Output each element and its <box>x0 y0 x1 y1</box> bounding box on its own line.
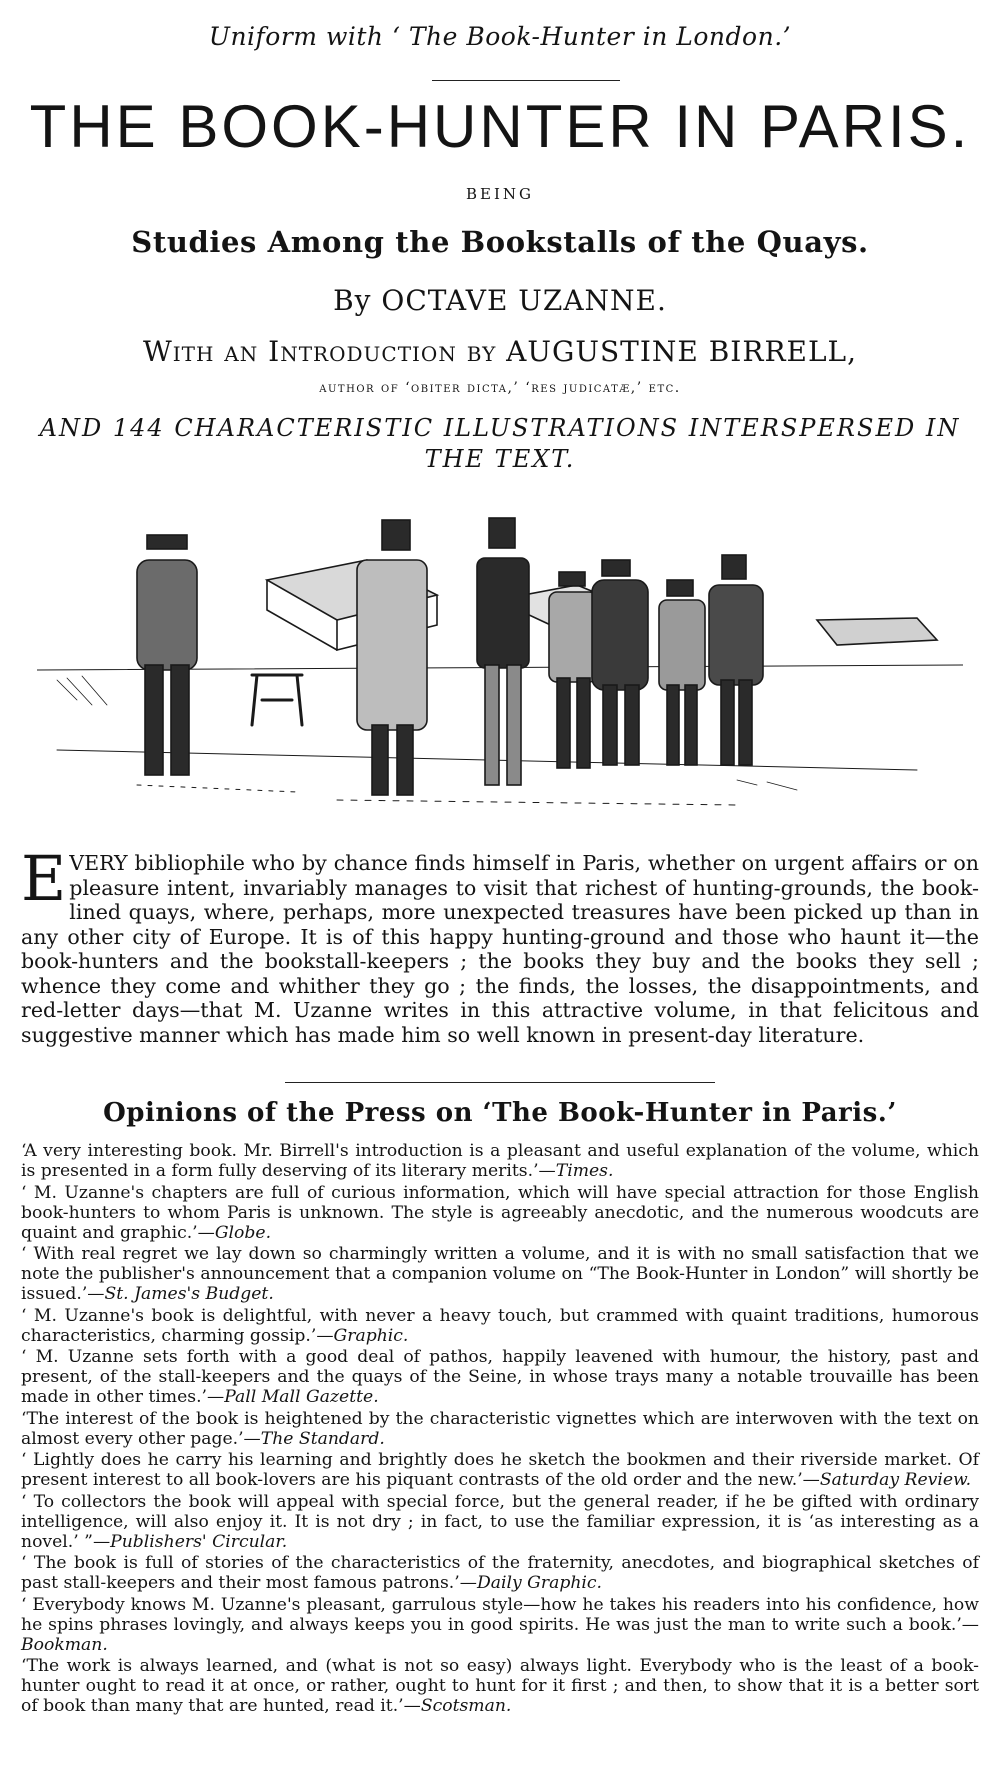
press-quote <box>21 1553 979 1593</box>
quote-text: ‘ M. Uzanne's chapters are full of curious information, which will have special attraction for those English book-hunters to whom Paris is unknown. The style is agreeably anecdotic, and the numerous woodcuts are quaint and graphic.’— <box>21 1182 979 1243</box>
quote-source: St. James's Budget. <box>104 1284 274 1304</box>
press-heading: Opinions of the Press on ‘The Book-Hunter in Paris.’ <box>103 1098 897 1128</box>
quote-source: Daily Graphic. <box>476 1573 602 1593</box>
quote-source: Pall Mall Gazette. <box>224 1387 379 1407</box>
press-quote <box>21 1656 979 1716</box>
press-quote <box>21 1347 979 1407</box>
quote-source: Times. <box>555 1161 614 1181</box>
uniform-with-line: Uniform with ‘ The Book-Hunter in London.’ <box>208 22 792 51</box>
quote-text: ‘The interest of the book is heightened by the characteristic vignettes which are interwoven with the text on almost every other page.’— <box>21 1408 979 1449</box>
quote-text: ‘ With real regret we lay down so charmingly written a volume, and it is with no small satisfaction that we note the publisher's announcement that a companion volume on “The Book-Hunter in London” will shortly be issued.’— <box>21 1244 979 1304</box>
quote-source: The Standard. <box>260 1428 385 1449</box>
page-title: THE BOOK-HUNTER IN PARIS. <box>29 93 971 160</box>
press-quote <box>21 1409 979 1449</box>
press-quote <box>21 1450 979 1490</box>
quote-source: Globe. <box>214 1222 272 1243</box>
press-quote <box>21 1306 979 1346</box>
press-quote <box>21 1244 979 1304</box>
quote-source: Saturday Review. <box>819 1470 972 1490</box>
quote-text: ‘ M. Uzanne sets forth with a good deal of pathos, happily leavened with humour, the history, past and present, of the stall-keepers and the quays of the Seine, in whose trays many a notable trouvaille has been made in other times.’— <box>21 1347 979 1407</box>
middle-divider <box>285 1082 715 1083</box>
drop-cap: E <box>21 842 67 915</box>
description-paragraph <box>21 842 979 1047</box>
bookstall-illustration <box>37 500 963 818</box>
quote-source: Graphic. <box>333 1325 409 1346</box>
top-divider <box>432 80 620 81</box>
press-quote <box>21 1183 979 1243</box>
quote-source: Publishers' Circular. <box>110 1531 288 1552</box>
author-line: By OCTAVE UZANNE. <box>333 284 667 317</box>
quote-text: ‘ The book is full of stories of the characteristics of the fraternity, anecdotes, and biographical sketches of past stall-keepers and their most famous patrons.’— <box>21 1553 979 1593</box>
introduction-credits: author of ‘obiter dicta,’ ‘res judicatæ,’ etc. <box>319 380 681 396</box>
subtitle: Studies Among the Bookstalls of the Quays. <box>131 225 869 259</box>
introduction-line: With an Introduction by AUGUSTINE BIRRELL, <box>142 335 858 368</box>
quote-source: Scotsman. <box>420 1696 512 1716</box>
illustrations-line: AND 144 CHARACTERISTIC ILLUSTRATIONS INTERSPERSED IN THE TEXT. <box>39 414 961 473</box>
quote-text: ‘ Everybody knows M. Uzanne's pleasant, garrulous style—how he takes his readers into his confidence, how he spins phrases lovingly, and always keeps you in good spirits. He was just the man to write such a book.’— <box>21 1594 979 1635</box>
quote-source: Bookman. <box>21 1634 108 1655</box>
being-label: BEING <box>465 185 534 203</box>
quote-text: ‘ To collectors the book will appeal with special force, but the general reader, if he be gifted with ordinary intelligence, will also enjoy it. It is not dry ; in fact, to use the familiar expression, it is ‘as interesting as a novel.’ ”— <box>21 1491 979 1552</box>
bookstall-engraving-icon <box>37 500 963 818</box>
press-quotes <box>21 1141 979 1718</box>
quote-text: ‘ M. Uzanne's book is delightful, with never a heavy touch, but crammed with quaint traditions, humorous characteristics, charming gossip.’— <box>21 1305 979 1346</box>
quote-text: ‘A very interesting book. Mr. Birrell's introduction is a pleasant and useful explanation of the volume, which is presented in a form fully deserving of its literary merits.’— <box>21 1141 979 1181</box>
press-quote <box>21 1141 979 1181</box>
press-quote <box>21 1595 979 1655</box>
quote-text: ‘The work is always learned, and (what is not so easy) always light. Everybody who is the least of a book-hunter ought to read it at once, or rather, ought to hunt for it first ; and then, to show that it is a better sort of book than many that are hunted, read it.’— <box>21 1656 979 1716</box>
press-quote <box>21 1492 979 1552</box>
description-text: VERY bibliophile who by chance finds himself in Paris, whether on urgent affairs or on pleasure intent, invariably manages to visit that richest of hunting-grounds, the book-lined quays, where, perhaps, more unexpected treasures have been picked up than in any other city of Europe. It is of this happy hunting-ground and those who haunt it—the book-hunters and the bookstall-keepers ; the books they buy and the books they sell ; whence they come and whither they go ; the finds, the losses, the disappointments, and red-letter days—that M. Uzanne writes in this attractive volume, in that felicitous and suggestive manner which has made him so well known in present-day literature. <box>21 851 979 1047</box>
quote-text: ‘ Lightly does he carry his learning and brightly does he sketch the bookmen and their riverside market. Of present interest to all book-lovers are his piquant contrasts of the old order and the new.’— <box>21 1450 979 1490</box>
